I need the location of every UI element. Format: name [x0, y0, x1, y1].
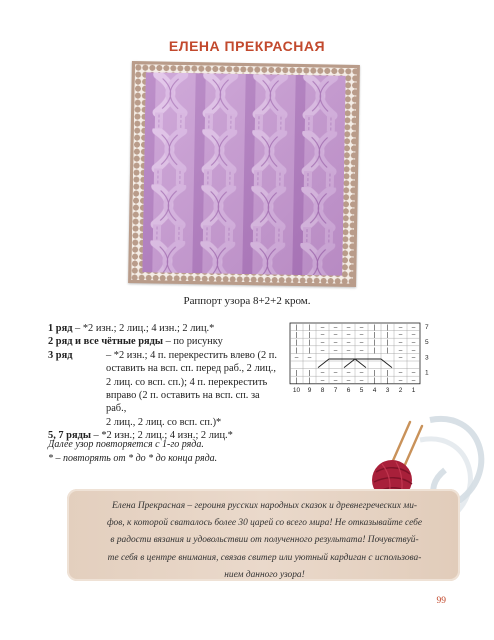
chart-column-number: 1 [411, 386, 416, 394]
chart-cell-symbol: – [333, 324, 338, 331]
story-line: в радости вязания и удовольствии от полученного результата! Почувствуй- [110, 535, 419, 546]
row-text: – *2 изн.; 2 лиц.; 4 изн.; 2 лиц.* [90, 430, 233, 442]
chart-cell-symbol: – [398, 369, 403, 377]
chart-cell-symbol: – [346, 324, 351, 331]
chart-cell-symbol: – [333, 331, 338, 339]
chart-cell-symbol: – [398, 346, 403, 354]
chart-cell-symbol: | [308, 339, 311, 347]
chart-row-number: 7 [425, 324, 429, 331]
note-repeat: Далее узор повторяется с 1-го ряда. [48, 439, 204, 450]
chart-cell-symbol: | [308, 377, 311, 385]
chart-cell-symbol: | [295, 339, 298, 347]
chart-cell-symbol: – [307, 354, 312, 362]
knit-pattern-photo [142, 72, 345, 275]
chart-column-number: 8 [320, 386, 325, 394]
row-3 [48, 349, 278, 429]
chart-cell-symbol: | [386, 324, 389, 331]
chart-cell-symbol: | [373, 339, 376, 347]
story-line: те себя в центре внимания, связав свитер или уютный кардиган с использова- [107, 552, 422, 563]
row-text: – *2 изн.; 2 лиц.; 4 изн.; 2 лиц.* [72, 323, 215, 334]
page-title: ЕЛЕНА ПРЕКРАСНАЯ [168, 38, 326, 54]
chart-cell-symbol: | [386, 339, 389, 347]
chart-cell-symbol: – [398, 324, 403, 331]
chart-cell-symbol: – [411, 377, 416, 385]
chart-cell-symbol: – [411, 339, 416, 347]
chart-cell-symbol: – [398, 331, 403, 339]
chart-column-number: 4 [372, 386, 377, 394]
chart-cell-symbol: – [346, 377, 351, 385]
chart-cell-symbol: – [411, 331, 416, 339]
chart-cell-symbol: – [359, 324, 364, 331]
row-label: 2 ряд и все чётные ряды [48, 336, 163, 348]
chart-row-number: 3 [425, 354, 429, 362]
chart-cell-symbol: | [386, 377, 389, 385]
pattern-caption: Раппорт узора 8+2+2 кром. [183, 295, 311, 307]
chart-cell-symbol: – [359, 377, 364, 385]
chart-cell-symbol: | [308, 346, 311, 354]
chart-cell-symbol: – [411, 354, 416, 362]
row-text-line: 2 лиц., 2 лиц. со всп. сп.)* [106, 416, 222, 428]
chart-cell-symbol: | [373, 346, 376, 354]
row-text-line: вправо (2 п. оставить на всп. сп. за раб., [106, 390, 260, 415]
chart-cell-symbol: – [333, 377, 338, 385]
row-text-line: оставить на всп. сп. перед раб., 2 лиц., [106, 363, 276, 375]
chart-column-number: 3 [385, 386, 390, 394]
chart-column-number: 10 [292, 386, 301, 394]
chart-cell-symbol: | [295, 377, 298, 385]
chart-cell-symbol: – [411, 324, 416, 331]
story-line: Елена Прекрасная – героиня русских народных сказок и древнегреческих ми- [111, 501, 418, 511]
chart-cell-symbol: | [386, 369, 389, 377]
pattern-notes [48, 438, 308, 465]
chart-cell-symbol: – [333, 369, 338, 377]
chart-cell-symbol: – [346, 369, 351, 377]
story-line: нием данного узора! [224, 569, 305, 580]
chart-cell-symbol: – [294, 354, 299, 362]
chart-cell-symbol: – [320, 331, 325, 339]
row-2 [48, 335, 278, 348]
chart-cell-symbol: – [359, 369, 364, 377]
chart-cell-symbol: – [320, 377, 325, 385]
chart-cell-symbol: – [359, 339, 364, 347]
row-text: – по рисунку [162, 336, 223, 348]
chart-cell-symbol: – [346, 339, 351, 347]
note-asterisk: * – повторять от * до * до конца ряда. [48, 452, 218, 464]
knitting-chart [284, 317, 444, 397]
row-1 [48, 322, 278, 335]
chart-column-number: 7 [333, 386, 338, 394]
chart-cell-symbol: – [398, 354, 403, 362]
story-note-text [87, 498, 442, 584]
chart-cell-symbol: – [333, 339, 338, 347]
chart-cell-symbol: | [295, 346, 298, 354]
chart-cell-symbol: | [308, 324, 311, 331]
chart-column-number: 5 [359, 386, 364, 394]
row-instructions [48, 322, 278, 443]
chart-column-number: 6 [346, 386, 351, 394]
story-line: фов, к которой сваталось более 30 царей со всего мира! Не отказывайте себе [107, 518, 422, 529]
chart-cell-symbol: – [320, 346, 325, 354]
chart-cell-symbol: – [359, 346, 364, 354]
chart-cell-symbol: – [398, 339, 403, 347]
stamp-frame [128, 61, 360, 287]
chart-cell-symbol: | [295, 331, 298, 339]
chart-cell-symbol: | [373, 369, 376, 377]
chart-cell-symbol: | [386, 346, 389, 354]
page-number: 99 [436, 596, 446, 606]
chart-cell-symbol: | [373, 324, 376, 331]
chart-cell-symbol: – [411, 346, 416, 354]
chart-cell-symbol: | [308, 331, 311, 339]
chart-row-number: 5 [425, 339, 429, 347]
chart-cell-symbol: – [411, 369, 416, 377]
chart-column-number: 9 [307, 386, 312, 394]
chart-cell-symbol: – [398, 377, 403, 385]
row-text-line: 2 лиц. со всп. сп.); 4 п. перекрестить [106, 376, 268, 388]
chart-cell-symbol: | [373, 331, 376, 339]
chart-cell-symbol: – [320, 324, 325, 331]
chart-cell-symbol: – [333, 346, 338, 354]
chart-cell-symbol: | [386, 331, 389, 339]
chart-row-number: 1 [425, 369, 429, 377]
story-note-box [67, 489, 460, 581]
row-text-line: – *2 изн.; 4 п. перекрестить влево (2 п. [106, 349, 277, 361]
chart-cell-symbol: | [295, 324, 298, 331]
chart-cell-symbol: | [373, 377, 376, 385]
chart-cell-symbol: – [346, 331, 351, 339]
chart-cell-symbol: | [308, 369, 311, 377]
chart-cell-symbol: – [320, 369, 325, 377]
chart-cell-symbol: – [346, 346, 351, 354]
row-label: 3 ряд [48, 349, 73, 361]
chart-column-number: 2 [398, 386, 403, 394]
chart-cell-symbol: | [295, 369, 298, 377]
row-label: 5, 7 ряды [48, 430, 91, 442]
chart-cell-symbol: – [320, 339, 325, 347]
row-label: 1 ряд [48, 323, 73, 334]
chart-cell-symbol: – [359, 331, 364, 339]
